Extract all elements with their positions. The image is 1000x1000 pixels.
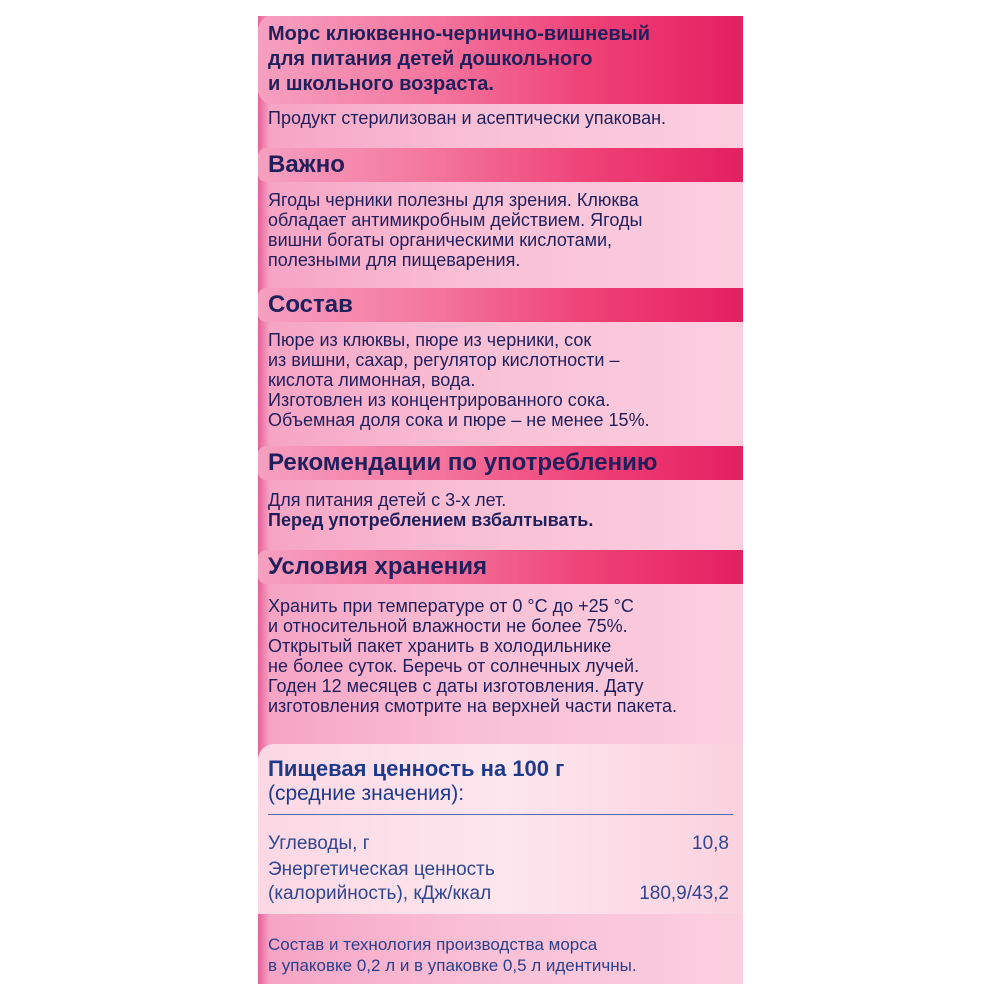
body-line: кислота лимонная, вода. [268,370,476,390]
section-heading-band-important [258,148,743,182]
nutrition-row-label: (калорийность), кДж/ккал [268,883,492,904]
product-title [268,22,728,97]
footer-note-line: в упаковке 0,2 л и в упаковке 0,5 л идентичны. [268,956,637,975]
body-line-bold: Перед употреблением взбалтывать. [268,510,594,530]
nutrition-panel [258,744,743,914]
product-title-line: для питания детей дошкольного [268,48,593,70]
nutrition-row-value: 10,8 [692,833,729,854]
label-panel [258,16,743,984]
body-line: Изготовлен из концентрированного сока. [268,390,611,410]
section-body-important [268,190,738,270]
body-line: вишни богаты органическими кислотами, [268,230,613,250]
body-line: не более суток. Беречь от солнечных лучей. [268,656,640,676]
body-line: и относительной влажности не более 75%. [268,616,628,636]
section-body-storage [268,596,738,716]
body-line: Ягоды черники полезны для зрения. Клюква [268,190,639,210]
section-body-recommendations [268,490,738,530]
body-line: Открытый пакет хранить в холодильнике [268,636,612,656]
footer-note [268,934,738,976]
section-heading-composition: Состав [268,291,353,318]
body-line: изготовления смотрите на верхней части пакета. [268,696,678,716]
intro-line: Продукт стерилизован и асептически упакован. [268,108,667,128]
section-heading-recommendations: Рекомендации по употреблению [268,449,658,476]
section-heading-band-composition [258,288,743,322]
section-heading-band-storage [258,550,743,584]
body-line: из вишни, сахар, регулятор кислотности – [268,350,620,370]
product-title-band [258,16,743,104]
section-body-composition [268,330,738,430]
body-line: Для питания детей с 3-х лет. [268,490,507,510]
body-line: полезными для пищеварения. [268,250,521,270]
section-heading-storage: Условия хранения [268,553,487,580]
body-line: Объемная доля сока и пюре – не менее 15%. [268,410,650,430]
nutrition-row-label: Энергетическая ценность [268,859,495,880]
body-line: Годен 12 месяцев с даты изготовления. Дату [268,676,644,696]
footer-note-line: Состав и технология производства морса [268,935,598,954]
product-title-line: и школьного возраста. [268,73,494,95]
nutrition-title: Пищевая ценность на 100 г [268,756,565,781]
nutrition-divider [268,814,733,815]
body-line: Пюре из клюквы, пюре из черники, сок [268,330,592,350]
nutrition-row-value: 180,9/43,2 [639,883,729,904]
section-heading-important: Важно [268,151,345,178]
section-heading-band-recommendations [258,446,743,480]
nutrition-subtitle: (средние значения): [268,782,465,805]
body-line: обладает антимикробным действием. Ягоды [268,210,643,230]
intro-text [268,108,738,128]
product-title-line: Морс клюквенно-чернично-вишневый [268,23,651,45]
body-line: Хранить при температуре от 0 °С до +25 °С [268,596,634,616]
nutrition-row-label: Углеводы, г [268,833,370,854]
